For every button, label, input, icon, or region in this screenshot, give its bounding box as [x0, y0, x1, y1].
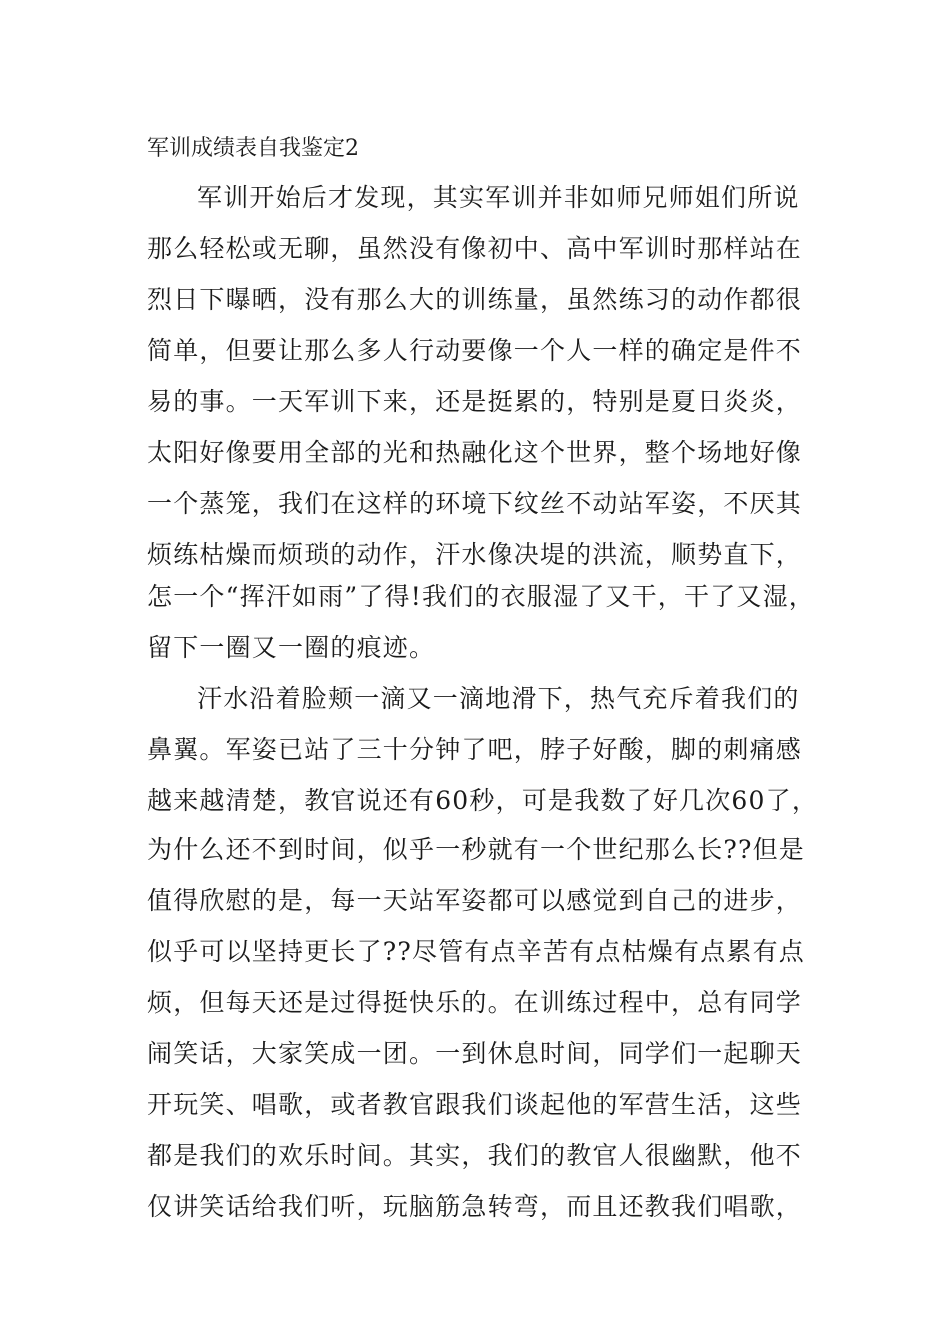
paragraph-1-line-2: 那么轻松或无聊，虽然没有像初中、高中军训时那样站在 [147, 234, 803, 263]
paragraph-2-line-3: 越来越清楚，教官说还有60秒，可是我数了好几次60了， [147, 786, 819, 815]
paragraph-2-line-2: 鼻翼。军姿已站了三十分钟了吧，脖子好酸，脚的刺痛感 [147, 735, 803, 764]
paragraph-1-line-8: 烦练枯燥而烦琐的动作，汗水像决堤的洪流，顺势直下， [147, 540, 803, 569]
paragraph-1-line-1: 军训开始后才发现，其实军训并非如师兄师姐们所说 [197, 183, 800, 212]
paragraph-2-line-11: 仅讲笑话给我们听，玩脑筋急转弯，而且还教我们唱歌， [147, 1192, 803, 1221]
paragraph-1-line-9: 怎一个“挥汗如雨”了得!我们的衣服湿了又干，干了又湿， [147, 582, 816, 611]
paragraph-2-line-8: 闹笑话，大家笑成一团。一到休息时间，同学们一起聊天 [147, 1039, 803, 1068]
paragraph-1-line-3: 烈日下曝晒，没有那么大的训练量，虽然练习的动作都很 [147, 285, 803, 314]
paragraph-1-line-10: 留下一圈又一圈的痕迹。 [147, 633, 436, 662]
paragraph-2-line-6: 似乎可以坚持更长了??尽管有点辛苦有点枯燥有点累有点 [147, 937, 806, 966]
paragraph-1-line-5: 易的事。一天军训下来，还是挺累的，特别是夏日炎炎， [147, 387, 803, 416]
paragraph-2-line-10: 都是我们的欢乐时间。其实，我们的教官人很幽默，他不 [147, 1141, 803, 1170]
paragraph-1-line-7: 一个蒸笼，我们在这样的环境下纹丝不动站军姿，不厌其 [147, 489, 803, 518]
paragraph-1-line-4: 简单，但要让那么多人行动要像一个人一样的确定是件不 [147, 336, 803, 365]
paragraph-2-line-7: 烦，但每天还是过得挺快乐的。在训练过程中，总有同学 [147, 988, 803, 1017]
paragraph-2-line-1: 汗水沿着脸颊一滴又一滴地滑下，热气充斥着我们的 [197, 684, 800, 713]
paragraph-2-line-9: 开玩笑、唱歌，或者教官跟我们谈起他的军营生活，这些 [147, 1090, 803, 1119]
document-title: 军训成绩表自我鉴定2 [147, 136, 359, 161]
paragraph-1-line-6: 太阳好像要用全部的光和热融化这个世界，整个场地好像 [147, 438, 803, 467]
paragraph-2-line-4: 为什么还不到时间，似乎一秒就有一个世纪那么长??但是 [147, 835, 806, 864]
paragraph-2-line-5: 值得欣慰的是，每一天站军姿都可以感觉到自己的进步， [147, 886, 803, 915]
